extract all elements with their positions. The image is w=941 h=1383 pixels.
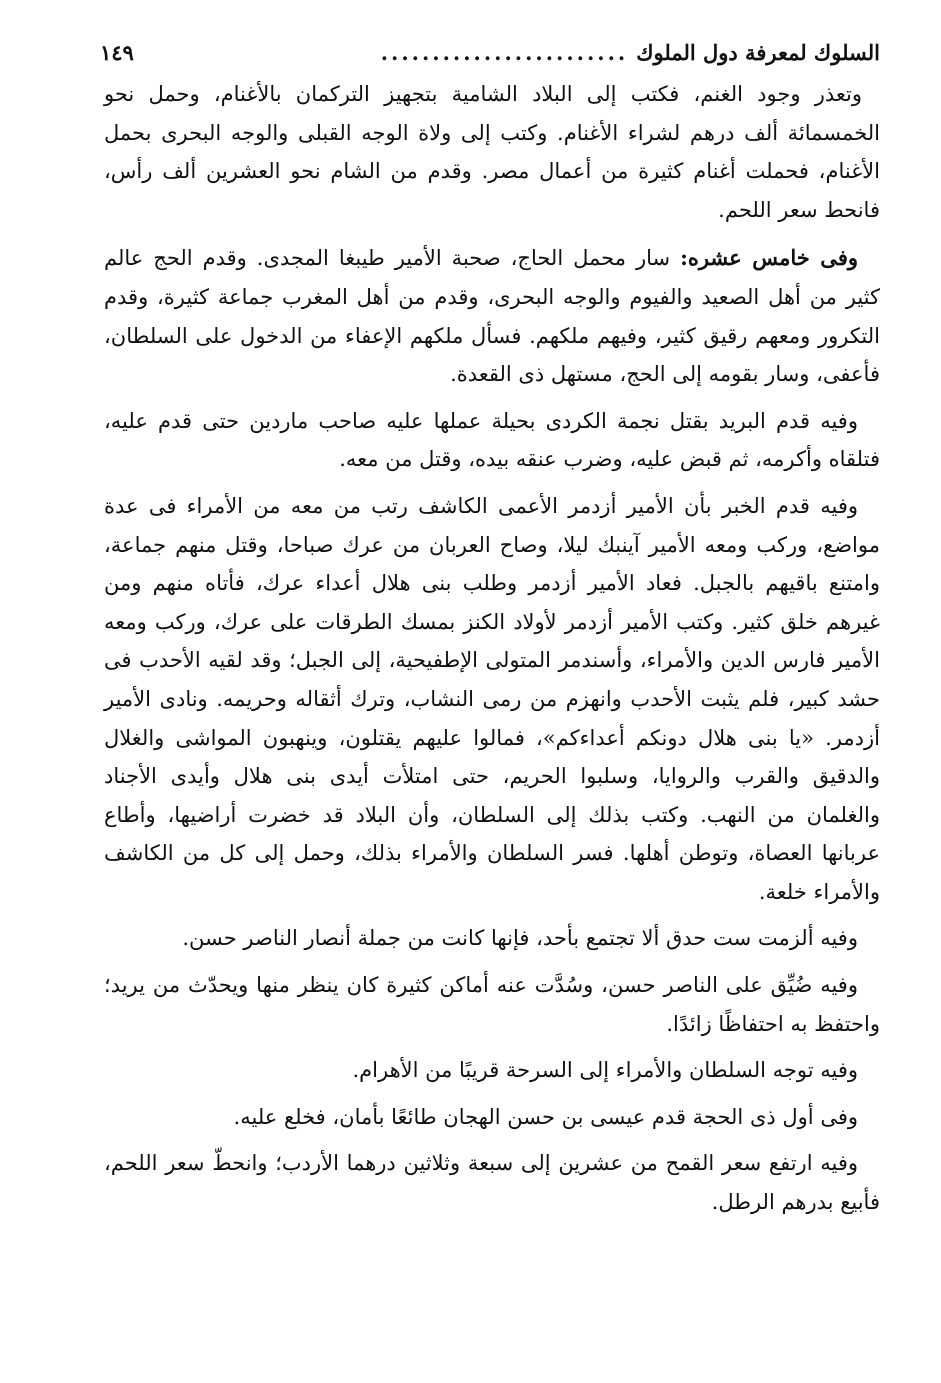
paragraph-text: وفيه ألزمت ست حدق ألا تجتمع بأحد، فإنها كانت من جملة أنصار الناصر حسن.: [182, 926, 858, 951]
paragraph-text: وفيه قدم البريد بقتل نجمة الكردى بحيلة عملها عليه صاحب ماردين حتى قدم عليه، فتلقاه وأكرمه، ثم قبض عليه، وضرب عنقه بيده، وقتل من معه.: [104, 408, 880, 472]
paragraph-text: وفيه ضُيِّق على الناصر حسن، وسُدَّت عنه أماكن كثيرة كان ينظر منها ويحدّث من يريد؛ واحتفظ به احتفاظًا زائدًا.: [104, 973, 880, 1036]
paragraph-text: وفيه ارتفع سعر القمح من عشرين إلى سبعة وثلاثين درهما الأردب؛ وانحطّ سعر اللحم، فأبيع بدرهم الرطل.: [104, 1151, 880, 1215]
paragraph-6: [104, 966, 880, 1043]
paragraph-text: سار محمل الحاج، صحبة الأمير طيبغا المجدى. وقدم الحج عالم كثير من أهل الصعيد والفيوم والوجه البحرى، وقدم من أهل المغرب جماعة كثيرة، وقدم التكرور ومعهم رقيق كثير، وفيهم ملكهم. فسأل ملكهم الإعفاء من الدخول على السلطان، فأعفى، وسار بقومه إلى الحج، مستهل ذى القعدة.: [104, 246, 880, 387]
paragraph-3: [104, 402, 880, 479]
paragraph-text: وتعذر وجود الغنم، فكتب إلى البلاد الشامية بتجهيز التركمان بالأغنام، وحمل نحو الخمسمائة ألف درهم لشراء الأغنام. وكتب إلى ولاة الوجه القبلى والوجه البحرى بحمل الأغنام، فحملت أغنام كثيرة من أعمال مصر. وقدم من الشام نحو العشرين ألف رأس، فانحط سعر اللحم.: [104, 82, 880, 222]
paragraph-lead: وفى خامس عشره:: [680, 245, 858, 271]
page-number: ١٤٩: [100, 40, 134, 65]
header-leader-dots: ........................: [380, 40, 629, 65]
running-header: [100, 40, 880, 68]
header-title: السلوك لمعرفة دول الملوك: [636, 40, 880, 65]
paragraph-text: وفيه توجه السلطان والأمراء إلى السرحة قريبًا من الأهرام.: [352, 1058, 858, 1083]
paragraph-4: [104, 487, 880, 912]
page-body: [104, 75, 880, 1230]
paragraph-7: [104, 1051, 880, 1090]
paragraph-2: [104, 239, 880, 393]
paragraph-9: [104, 1144, 880, 1221]
paragraph-1: [104, 75, 880, 229]
paragraph-8: [104, 1098, 880, 1137]
paragraph-text: وفيه قدم الخبر بأن الأمير أزدمر الأعمى الكاشف رتب من معه من الأمراء فى عدة مواضع، وركب ومعه الأمير آينبك ليلا، وصاح العربان من عرك صباحا، وقتل منهم جماعة، وامتنع باقيهم بالجبل. فعاد الأمير أزدمر وطلب بنى هلال أعداء عرك، فأتاه منهم ومن غيرهم خلق كثير. وكتب الأمير أزدمر لأولاد الكنز بمسك الطرقات على عرك، وركب ومعه الأمير فارس الدين والأمراء، وأسندمر المتولى الإطفيحية، إلى الجبل؛ وقد لقيه الأحدب فى حشد كبير، فلم يثبت الأحدب وانهزم من رمى النشاب، وترك أثقاله وحريمه. ونادى الأمير أزدمر. «يا بنى هلال دونكم أعداءكم»، فمالوا عليهم يقتلون، وينهبون المواشى والغلال والدقيق والقرب والروايا، وسلبوا الحريم، حتى امتلأت أيدى بنى هلال وأيدى الأجناد والغلمان من النهب. وكتب بذلك إلى السلطان، وأن البلاد قد خضرت أراضيها، وأطاع عربانها العصاة، وتوطن أهلها. فسر السلطان والأمراء بذلك، وحمل إلى كل من الكاشف والأمراء خلعة.: [104, 493, 880, 904]
paragraph-text: وفى أول ذى الحجة قدم عيسى بن حسن الهجان طائعًا بأمان، فخلع عليه.: [233, 1104, 858, 1129]
paragraph-5: [104, 919, 880, 958]
